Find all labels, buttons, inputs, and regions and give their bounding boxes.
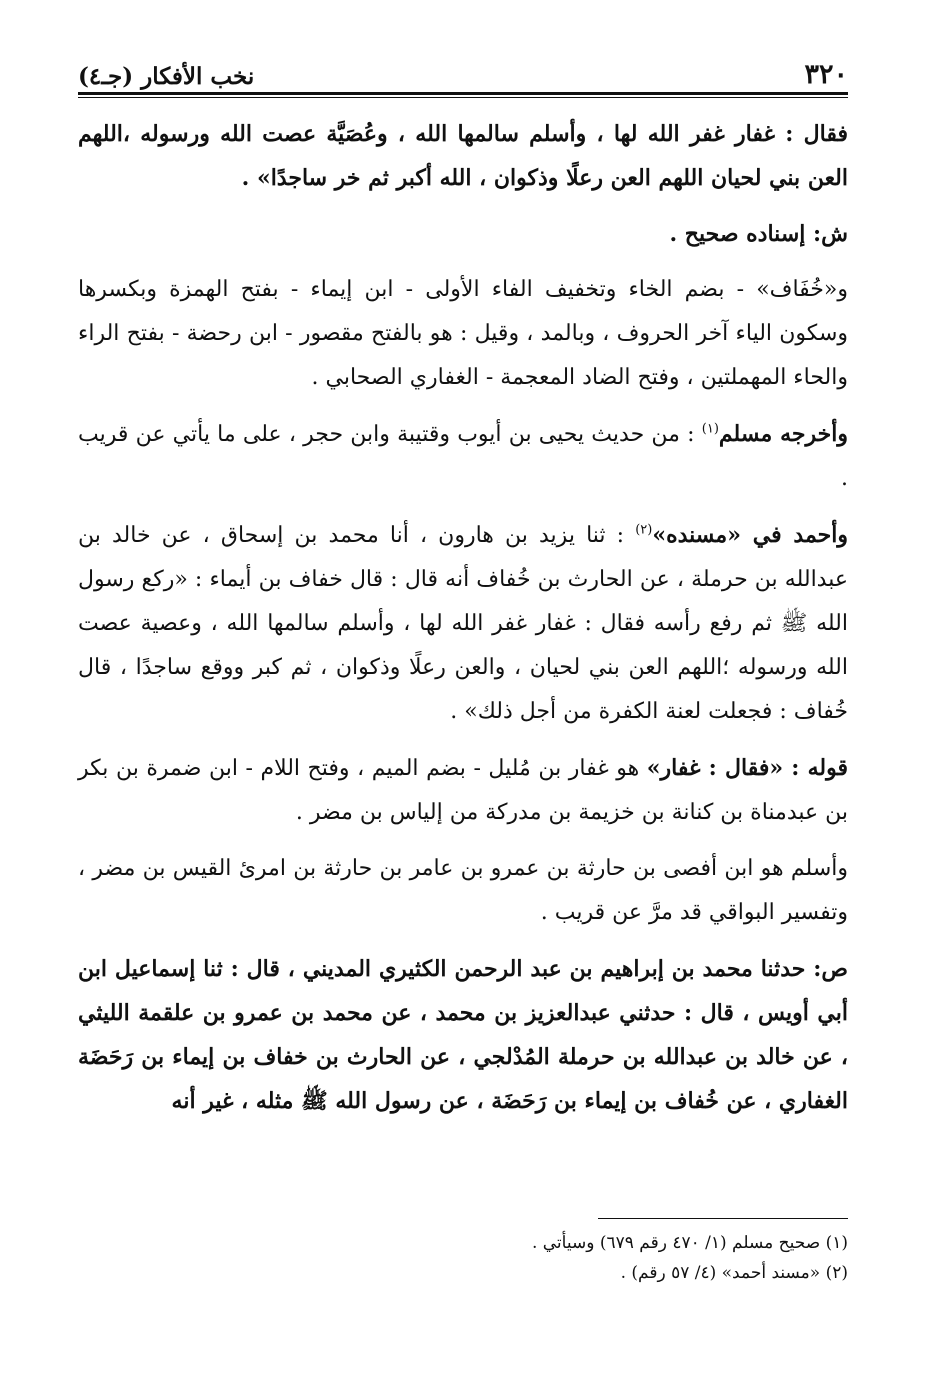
- muslim-lead: وأخرجه مسلم: [718, 421, 848, 447]
- footnote-ref-2: (٢): [635, 522, 653, 538]
- ahmad-lead: وأحمد في «مسنده»: [652, 522, 849, 548]
- paragraph-ghifar: [78, 746, 848, 835]
- page-header: [78, 48, 848, 88]
- paragraph-ahmad: [78, 513, 848, 734]
- ahmad-rest: : ثنا يزيد بن هارون ، أنا محمد بن إسحاق ، عن خالد بن عبدالله بن حرملة ، عن الحارث بن خُفاف أنه قال : قال خفاف بن أيماء : «ركع رسول الله ﷺ ثم رفع رأسه فقال : غفار غفر الله لها ، وأسلم سالمها الله ، وعصية عصت الله ورسوله ؛اللهم العن بني لحيان ، والعن رعلًا وذكوان ، ثم كبر ووقع ساجدًا ، قال خُفاف : فجعلت لعنة الكفرة من أجل ذلك» .: [78, 523, 848, 724]
- header-rule-thin: [78, 97, 848, 98]
- paragraph-aslam: وأسلم هو ابن أفصى بن حارثة بن عمرو بن عامر بن حارثة بن امرئ القيس بن مضر ، وتفسير البواقي قد مرَّ عن قريب .: [78, 856, 848, 925]
- book-title: نخب الأفكار (جـ٤): [78, 63, 255, 90]
- page-number: ٣٢٠: [804, 59, 848, 90]
- ghifar-lead: قوله : «فقال : غفار»: [646, 755, 849, 781]
- footnote-ref-1: (١): [701, 421, 719, 437]
- paragraph-hadith-end: فقال : غفار غفر الله لها ، وأسلم سالمها الله ، وعُصَيَّة عصت الله ورسوله ،اللهم العن بني لحيان اللهم العن رعلًا وذكوان ، الله أكبر ثم خر ساجدًا» .: [78, 121, 848, 191]
- paragraph-second-hadith: ص: حدثنا محمد بن إبراهيم بن عبد الرحمن الكثيري المديني ، قال : ثنا إسماعيل ابن أبي أويس ، قال : حدثني عبدالعزيز بن محمد ، عن محمد بن عمرو بن علقمة الليثي ، عن خالد بن عبدالله بن حرملة المُدْلجي ، عن الحارث بن خفاف بن إيماء بن رَحَضَة الغفاري ، عن خُفاف بن إيماء بن رَحَضَة ، عن رسول الله ﷺ مثله ، غير أنه: [78, 956, 848, 1114]
- main-text: [78, 112, 848, 1135]
- muslim-rest: : من حديث يحيى بن أيوب وقتيبة وابن حجر ، على ما يأتي عن قريب .: [78, 422, 848, 491]
- footnote-rule: [598, 1218, 848, 1219]
- footnotes: [78, 1228, 848, 1288]
- footnote-1: (١) صحيح مسلم (١/ ٤٧٠ رقم ٦٧٩) وسيأتي .: [531, 1233, 848, 1253]
- header-rule: [78, 92, 848, 95]
- footnote-2: (٢) «مسند أحمد» (٤/ ٥٧ رقم) .: [620, 1263, 848, 1283]
- paragraph-isnad-note: ش: إسناده صحيح .: [669, 221, 848, 247]
- ghifar-rest: هو غفار بن مُليل - بضم الميم ، وفتح اللام - ابن ضمرة بن بكر بن عبدمناة بن كنانة بن خزيمة بن مدركة من إلياس بن مضر .: [78, 756, 848, 825]
- paragraph-khufaf-name: و«خُفَاف» - بضم الخاء وتخفيف الفاء الأولى - ابن إيماء - بفتح الهمزة وبكسرها وسكون الياء آخر الحروف ، وبالمد ، وقيل : هو بالفتح مقصور - ابن رحضة - بفتح الراء والحاء المهملتين ، وفتح الضاد المعجمة - الغفاري الصحابي .: [78, 277, 848, 390]
- paragraph-muslim: [78, 412, 848, 501]
